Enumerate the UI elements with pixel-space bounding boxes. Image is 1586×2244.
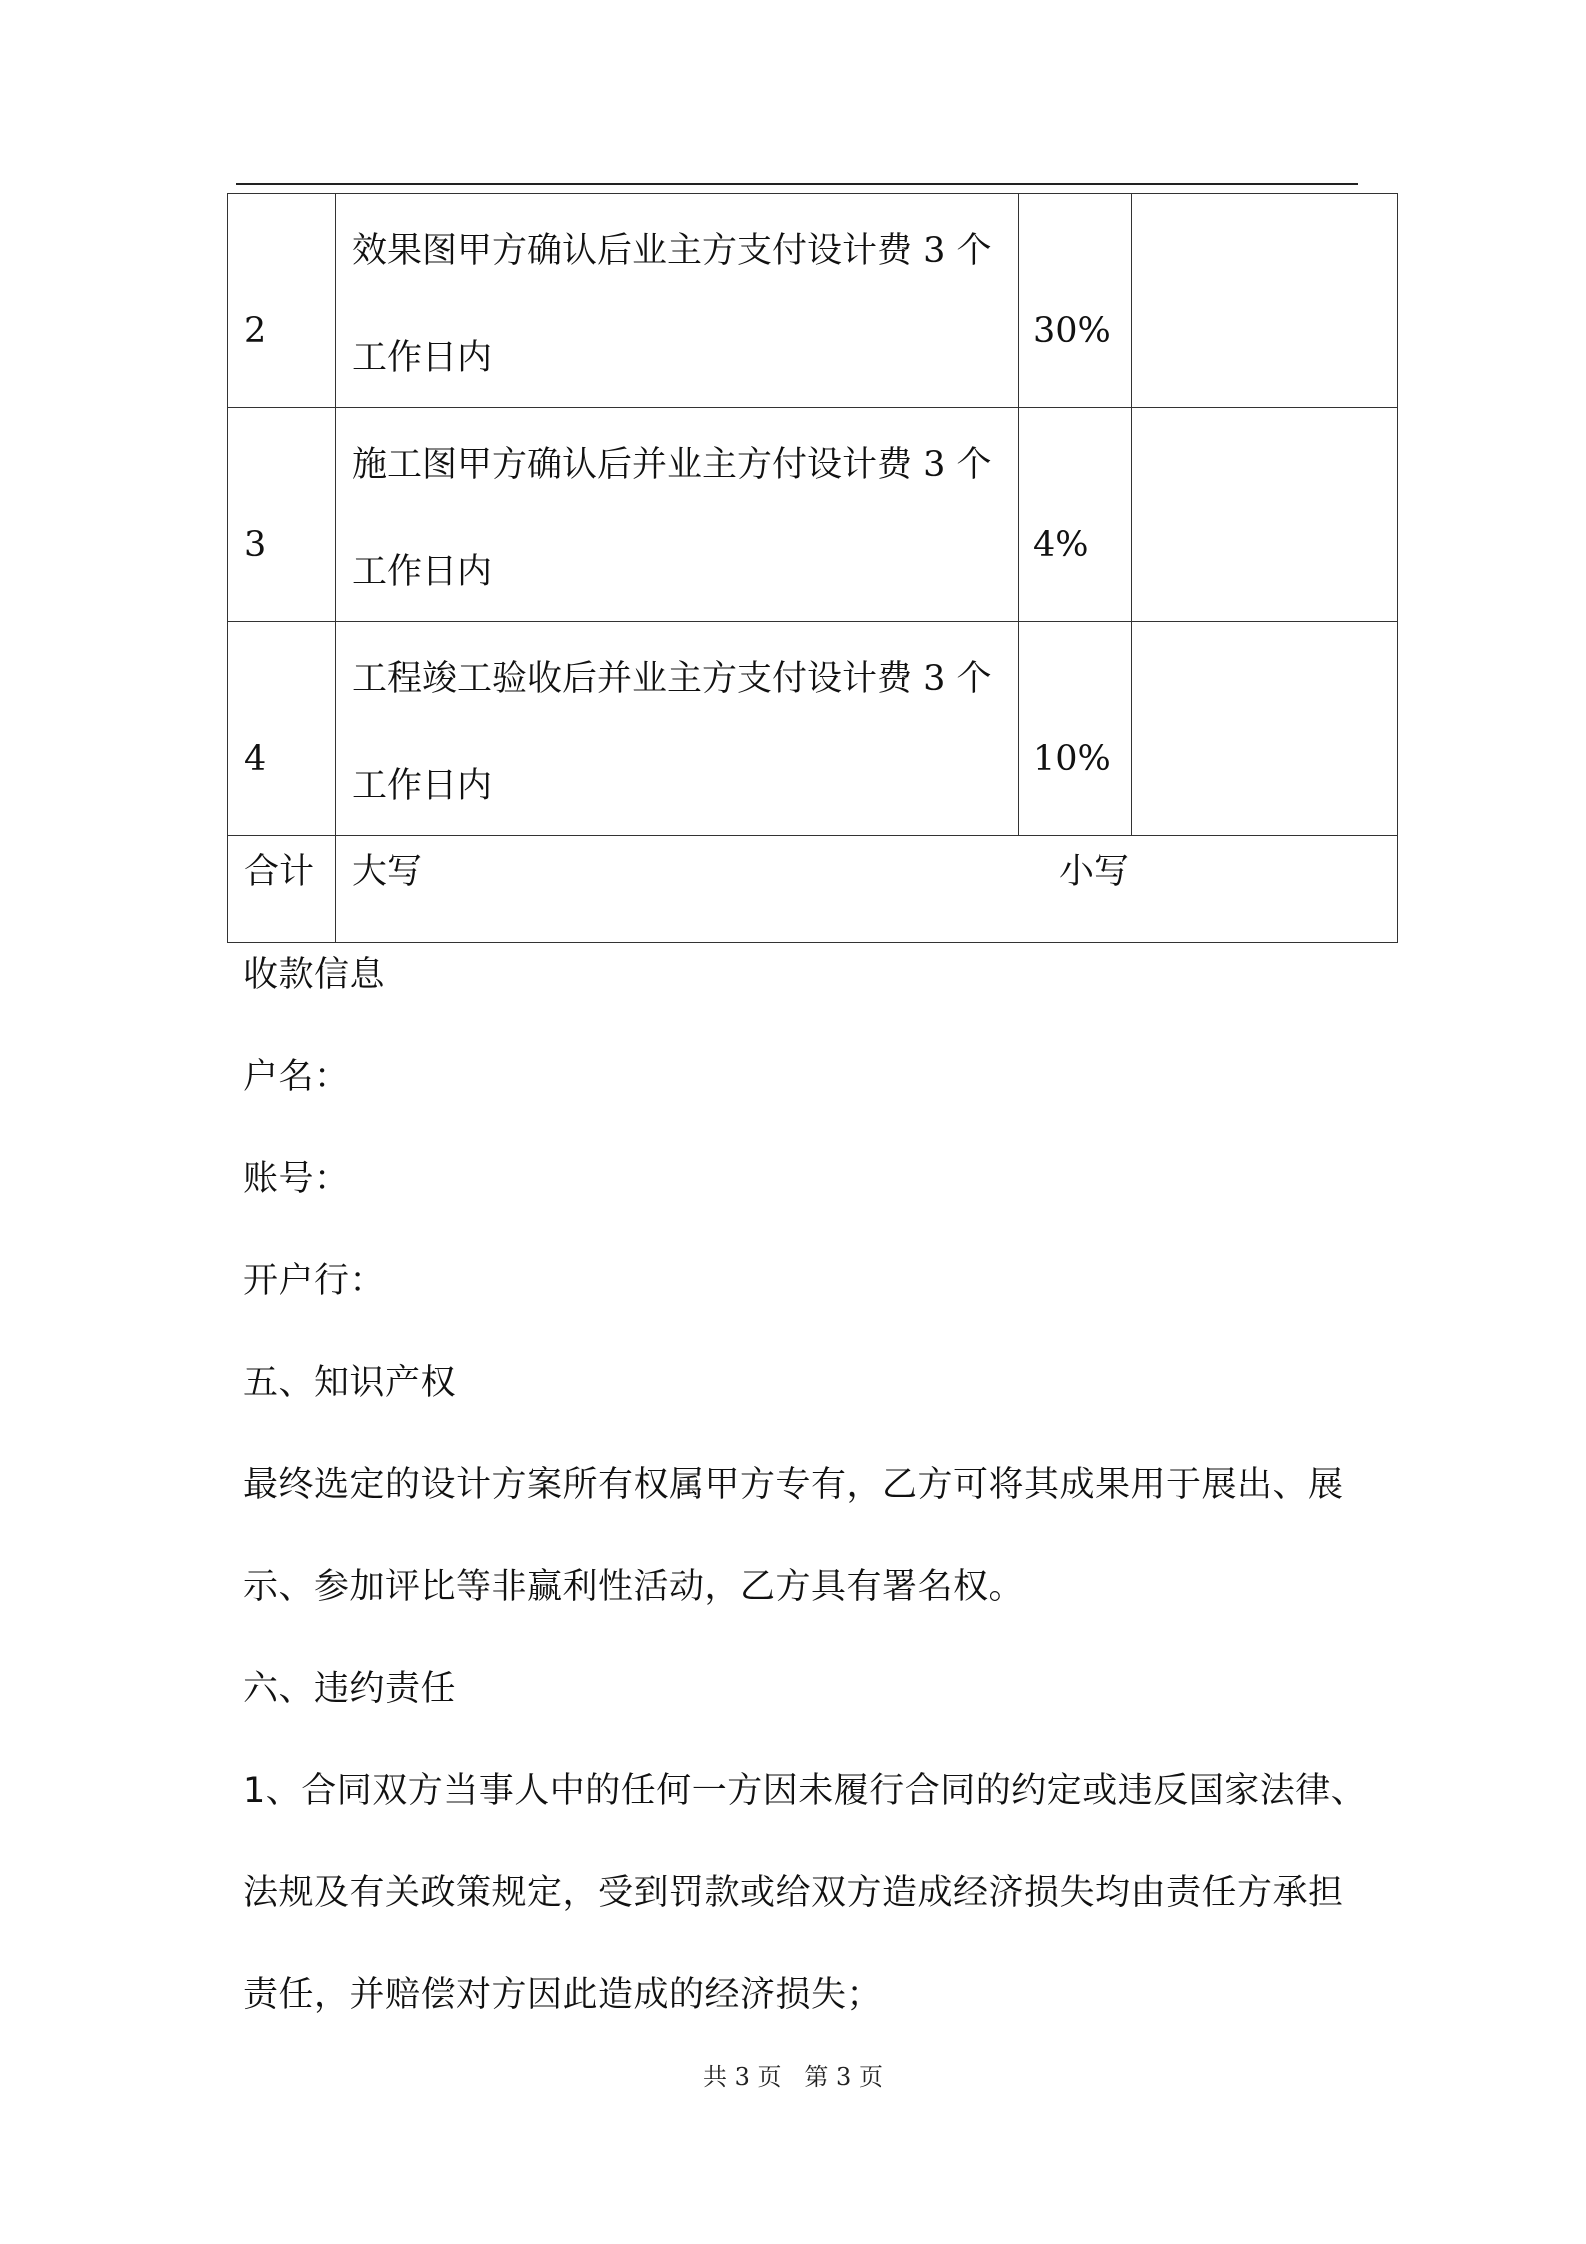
table-row bbox=[228, 194, 1398, 408]
row-description-cell bbox=[336, 194, 1019, 408]
row-description-line1: 效果图甲方确认后业主方支付设计费 3 个 bbox=[352, 231, 992, 271]
bank-line: 开户行： bbox=[243, 1261, 386, 1301]
row-description-line2: 工作日内 bbox=[352, 766, 493, 806]
payment-info-heading: 收款信息 bbox=[243, 955, 386, 995]
section5-paragraph-line1: 最终选定的设计方案所有权属甲方专有，乙方可将其成果用于展出、展 bbox=[243, 1465, 1344, 1505]
total-label-cell bbox=[228, 836, 336, 943]
row-percent-cell bbox=[1019, 408, 1132, 622]
row-percent: 10% bbox=[1033, 739, 1111, 779]
section6-heading: 六、违约责任 bbox=[243, 1669, 457, 1709]
total-row bbox=[228, 836, 1398, 943]
row-number-cell bbox=[228, 622, 336, 836]
row-amount-cell bbox=[1132, 408, 1398, 622]
header-rule bbox=[236, 183, 1358, 185]
row-percent: 30% bbox=[1033, 311, 1111, 351]
section6-paragraph-line2: 法规及有关政策规定，受到罚款或给双方造成经济损失均由责任方承担 bbox=[243, 1873, 1344, 1913]
row-description-line1: 工程竣工验收后并业主方支付设计费 3 个 bbox=[352, 659, 992, 699]
row-percent-cell bbox=[1019, 622, 1132, 836]
table-row bbox=[228, 408, 1398, 622]
row-description-line2: 工作日内 bbox=[352, 338, 493, 378]
section6-paragraph-line3: 责任，并赔偿对方因此造成的经济损失； bbox=[243, 1975, 883, 2015]
account-number-line: 账号： bbox=[243, 1159, 350, 1199]
total-lower-label: 小写 bbox=[1059, 852, 1130, 892]
table-row bbox=[228, 622, 1398, 836]
row-number: 3 bbox=[244, 525, 267, 565]
row-number-cell bbox=[228, 408, 336, 622]
total-label: 合计 bbox=[244, 852, 315, 892]
page-footer: 共 3 页 第 3 页 bbox=[703, 2063, 883, 2091]
section5-heading: 五、知识产权 bbox=[243, 1363, 457, 1403]
row-description-line1: 施工图甲方确认后并业主方付设计费 3 个 bbox=[352, 445, 992, 485]
row-amount-cell bbox=[1132, 194, 1398, 408]
row-number: 2 bbox=[244, 311, 267, 351]
row-description-line2: 工作日内 bbox=[352, 552, 493, 592]
section6-paragraph-line1: 1、合同双方当事人中的任何一方因未履行合同的约定或违反国家法律、 bbox=[243, 1771, 1367, 1811]
row-amount-cell bbox=[1132, 622, 1398, 836]
account-name-line: 户名： bbox=[243, 1057, 350, 1097]
row-number-cell bbox=[228, 194, 336, 408]
total-value-cell bbox=[336, 836, 1398, 943]
payment-schedule-table bbox=[227, 193, 1398, 943]
row-percent: 4% bbox=[1033, 525, 1089, 565]
row-description-cell bbox=[336, 622, 1019, 836]
row-number: 4 bbox=[244, 739, 267, 779]
section5-paragraph-line2: 示、参加评比等非赢利性活动，乙方具有署名权。 bbox=[243, 1567, 1025, 1607]
total-upper-label: 大写 bbox=[352, 852, 423, 892]
row-percent-cell bbox=[1019, 194, 1132, 408]
row-description-cell bbox=[336, 408, 1019, 622]
